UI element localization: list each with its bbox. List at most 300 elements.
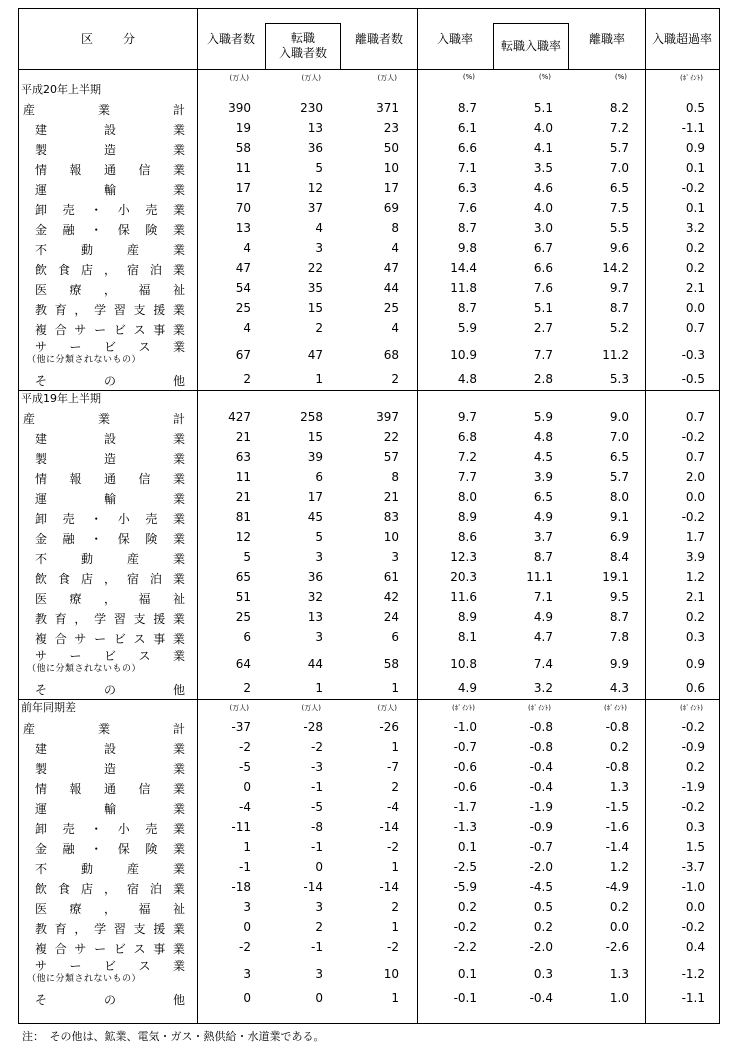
cell-value: 0.2 (685, 261, 705, 275)
cell-value: 2 (391, 372, 399, 386)
row-label: サ ー ビ ス 業 (35, 649, 185, 663)
cell-value: 4.8 (457, 372, 477, 386)
cell-value: 1.3 (609, 780, 629, 794)
cell-value: 5.1 (533, 101, 553, 115)
cell-value: 6.5 (609, 181, 629, 195)
cell-value: 5.9 (533, 410, 553, 424)
cell-value: 4 (391, 321, 399, 335)
cell-value: 3 (391, 550, 399, 564)
cell-value: 5.3 (609, 372, 629, 386)
table-row (19, 427, 719, 447)
cell-value: -4 (387, 800, 399, 814)
cell-value: 3.9 (533, 470, 553, 484)
cell-value: 0.6 (685, 681, 705, 695)
cell-value: 4.5 (533, 450, 553, 464)
row-label: 医 療 ， 福 祉 (35, 592, 185, 606)
cell-value: 9.1 (609, 510, 629, 524)
cell-value: 15 (307, 430, 323, 444)
unit-label: (%) (614, 73, 627, 81)
cell-value: 8 (391, 470, 399, 484)
row-label: 教 育 ， 学 習 支 援 業 (35, 922, 185, 936)
cell-value: 8.4 (609, 550, 629, 564)
row-label: 飲 食 店 ， 宿 泊 業 (35, 572, 185, 586)
row-label: 金 融 ・ 保 険 業 (35, 532, 185, 546)
cell-value: 22 (383, 430, 399, 444)
cell-value: -0.2 (681, 430, 705, 444)
cell-value: 0.1 (685, 201, 705, 215)
table-row (19, 467, 719, 487)
table-row (19, 877, 719, 897)
cell-value: 7.1 (533, 590, 553, 604)
cell-value: 13 (235, 221, 251, 235)
table-row (19, 527, 719, 547)
cell-value: -11 (231, 820, 251, 834)
unit-label: (万人) (301, 74, 321, 82)
row-label: 複 合 サ ー ビ ス 事 業 (35, 632, 185, 646)
cell-value: 17 (307, 490, 323, 504)
cell-value: 0.0 (609, 920, 629, 934)
cell-value: -4 (239, 800, 251, 814)
cell-value: 68 (383, 348, 399, 362)
cell-value: -2.6 (605, 940, 629, 954)
cell-value: -18 (231, 880, 251, 894)
cell-value: 19.1 (602, 570, 629, 584)
cell-value: 50 (383, 141, 399, 155)
cell-value: 64 (235, 657, 251, 671)
cell-value: 1.2 (609, 860, 629, 874)
cell-value: 0 (315, 860, 323, 874)
row-label: 医 療 ， 福 祉 (35, 902, 185, 916)
row-label: 情 報 通 信 業 (35, 782, 185, 796)
cell-value: 63 (235, 450, 251, 464)
cell-value: 6.3 (457, 181, 477, 195)
cell-value: -0.8 (529, 720, 553, 734)
cell-value: -5.9 (453, 880, 477, 894)
cell-value: -0.8 (529, 740, 553, 754)
cell-value: -2.5 (453, 860, 477, 874)
cell-value: 2.8 (533, 372, 553, 386)
statistics-table (18, 8, 720, 1024)
row-label: 教 育 ， 学 習 支 援 業 (35, 303, 185, 317)
header-box-transfer-rate (493, 23, 569, 69)
cell-value: -1.1 (681, 991, 705, 1005)
cell-value: 3.2 (685, 221, 705, 235)
table-row (19, 957, 719, 989)
cell-value: 25 (235, 610, 251, 624)
cell-value: 23 (383, 121, 399, 135)
cell-value: 8.7 (457, 101, 477, 115)
cell-value: 7.4 (533, 657, 553, 671)
cell-value: 0.7 (685, 410, 705, 424)
cell-value: 2.0 (685, 470, 705, 484)
cell-value: 21 (383, 490, 399, 504)
cell-value: 0.7 (685, 450, 705, 464)
table-row (19, 897, 719, 917)
row-label: そ の 他 (35, 683, 185, 697)
row-label: 建 設 業 (35, 432, 185, 446)
header-col-2: 転職 入職者数 (278, 31, 327, 60)
cell-value: 51 (235, 590, 251, 604)
cell-value: 11.6 (450, 590, 477, 604)
cell-value: -0.8 (605, 720, 629, 734)
cell-value: 258 (300, 410, 323, 424)
cell-value: 3 (315, 550, 323, 564)
table-row (19, 587, 719, 607)
cell-value: 0 (315, 991, 323, 1005)
cell-value: -1.0 (681, 880, 705, 894)
cell-value: 0.9 (685, 657, 705, 671)
cell-value: -0.5 (681, 372, 705, 386)
cell-value: 4 (243, 321, 251, 335)
cell-value: -2 (311, 740, 323, 754)
cell-value: 7.5 (609, 201, 629, 215)
cell-value: -0.4 (529, 780, 553, 794)
cell-value: 1 (243, 840, 251, 854)
cell-value: -0.8 (605, 760, 629, 774)
cell-value: 427 (228, 410, 251, 424)
cell-value: 5.2 (609, 321, 629, 335)
cell-value: 0.0 (685, 301, 705, 315)
cell-value: -2.0 (529, 860, 553, 874)
cell-value: 9.9 (609, 657, 629, 671)
cell-value: 5.1 (533, 301, 553, 315)
cell-value: 3.9 (685, 550, 705, 564)
table-row (19, 627, 719, 647)
cell-value: 4.1 (533, 141, 553, 155)
header-box-transfer (265, 23, 341, 69)
cell-value: 9.6 (609, 241, 629, 255)
cell-value: 1 (391, 920, 399, 934)
cell-value: 6.6 (533, 261, 553, 275)
cell-value: 12.3 (450, 550, 477, 564)
section-divider (19, 390, 719, 391)
cell-value: 25 (383, 301, 399, 315)
cell-value: 24 (383, 610, 399, 624)
cell-value: 390 (228, 101, 251, 115)
cell-value: 7.7 (457, 470, 477, 484)
cell-value: 0.1 (685, 161, 705, 175)
cell-value: 21 (235, 490, 251, 504)
unit-row-diff (19, 701, 719, 715)
cell-value: 6.5 (533, 490, 553, 504)
row-label: 飲 食 店 ， 宿 泊 業 (35, 263, 185, 277)
cell-value: 0.0 (685, 490, 705, 504)
cell-value: 11.2 (602, 348, 629, 362)
cell-value: 14.4 (450, 261, 477, 275)
row-sublabel: （他に分類されないもの） (27, 974, 142, 984)
cell-value: -0.2 (681, 720, 705, 734)
table-row (19, 678, 719, 698)
row-label: 金 融 ・ 保 険 業 (35, 842, 185, 856)
cell-value: -14 (303, 880, 323, 894)
unit-label: (ﾎﾟｲﾝﾄ) (680, 74, 703, 82)
section-divider (19, 699, 719, 700)
cell-value: 5 (315, 161, 323, 175)
cell-value: -26 (379, 720, 399, 734)
table-row (19, 298, 719, 318)
cell-value: 0.3 (533, 967, 553, 981)
unit-label: (%) (538, 73, 551, 81)
row-label: 建 設 業 (35, 123, 185, 137)
cell-value: 371 (376, 101, 399, 115)
cell-value: 0.0 (685, 900, 705, 914)
cell-value: 4.7 (533, 630, 553, 644)
cell-value: 8.1 (457, 630, 477, 644)
cell-value: -1.2 (681, 967, 705, 981)
cell-value: 0.2 (685, 241, 705, 255)
cell-value: 10.8 (450, 657, 477, 671)
cell-value: 3.2 (533, 681, 553, 695)
cell-value: -0.1 (453, 991, 477, 1005)
cell-value: 9.0 (609, 410, 629, 424)
row-label: 不 動 産 業 (35, 862, 185, 876)
table-row (19, 817, 719, 837)
table-row (19, 988, 719, 1008)
cell-value: 3.0 (533, 221, 553, 235)
cell-value: 3 (243, 900, 251, 914)
cell-value: 5 (243, 550, 251, 564)
cell-value: 8.7 (609, 301, 629, 315)
cell-value: -2 (239, 940, 251, 954)
unit-label: (万人) (229, 74, 249, 82)
header-col-1: 入職者数 (206, 31, 255, 46)
table-row (19, 777, 719, 797)
table-row (19, 647, 719, 679)
cell-value: -1 (239, 860, 251, 874)
table-row (19, 258, 719, 278)
cell-value: 12 (235, 530, 251, 544)
table-row (19, 917, 719, 937)
cell-value: 8.6 (457, 530, 477, 544)
cell-value: 25 (235, 301, 251, 315)
cell-value: 8.7 (609, 610, 629, 624)
cell-value: 5.7 (609, 470, 629, 484)
cell-value: 1.3 (609, 967, 629, 981)
section-title: 平成19年上半期 (21, 392, 101, 405)
cell-value: 8.9 (457, 510, 477, 524)
cell-value: 57 (383, 450, 399, 464)
cell-value: -1.9 (681, 780, 705, 794)
cell-value: 10 (383, 530, 399, 544)
header-col-5: 転職入職率 (500, 38, 561, 53)
unit-label: (ﾎﾟｲﾝﾄ) (680, 704, 703, 712)
cell-value: 7.2 (609, 121, 629, 135)
cell-value: -0.2 (681, 510, 705, 524)
cell-value: 397 (376, 410, 399, 424)
cell-value: -1 (311, 780, 323, 794)
cell-value: 37 (307, 201, 323, 215)
row-label: 建 設 業 (35, 742, 185, 756)
cell-value: -2.0 (529, 940, 553, 954)
cell-value: 10.9 (450, 348, 477, 362)
cell-value: 45 (307, 510, 323, 524)
cell-value: 1.5 (685, 840, 705, 854)
cell-value: 1 (391, 681, 399, 695)
cell-value: 44 (383, 281, 399, 295)
cell-value: -0.9 (529, 820, 553, 834)
cell-value: 39 (307, 450, 323, 464)
row-label: 複 合 サ ー ビ ス 事 業 (35, 323, 185, 337)
cell-value: -0.2 (681, 181, 705, 195)
cell-value: 2 (315, 920, 323, 934)
cell-value: 36 (307, 141, 323, 155)
table-row (19, 338, 719, 370)
cell-value: -2 (239, 740, 251, 754)
unit-label: (%) (462, 73, 475, 81)
cell-value: 2.1 (685, 590, 705, 604)
cell-value: 5.5 (609, 221, 629, 235)
header-category: 区分 (80, 31, 165, 46)
row-label: 産 業 計 (23, 722, 185, 736)
table-row (19, 837, 719, 857)
cell-value: -1 (311, 840, 323, 854)
cell-value: -0.4 (529, 991, 553, 1005)
cell-value: -1.0 (453, 720, 477, 734)
cell-value: 7.0 (609, 430, 629, 444)
table-row (19, 198, 719, 218)
cell-value: 11.1 (526, 570, 553, 584)
cell-value: 1 (391, 991, 399, 1005)
unit-label: (万人) (229, 704, 249, 712)
cell-value: -1.4 (605, 840, 629, 854)
cell-value: 0.4 (685, 940, 705, 954)
cell-value: -0.3 (681, 348, 705, 362)
table-row (19, 407, 719, 427)
cell-value: 0.9 (685, 141, 705, 155)
table-row (19, 118, 719, 138)
cell-value: 83 (383, 510, 399, 524)
cell-value: 0.2 (609, 740, 629, 754)
table-row (19, 797, 719, 817)
cell-value: 11 (235, 470, 251, 484)
cell-value: -0.4 (529, 760, 553, 774)
cell-value: -3 (311, 760, 323, 774)
row-label: 卸 売 ・ 小 売 業 (35, 512, 185, 526)
unit-label: (万人) (301, 704, 321, 712)
cell-value: 7.6 (533, 281, 553, 295)
row-label: 運 輸 業 (35, 802, 185, 816)
cell-value: 58 (235, 141, 251, 155)
row-label: そ の 他 (35, 993, 185, 1007)
unit-label: (ﾎﾟｲﾝﾄ) (604, 704, 627, 712)
cell-value: 6.8 (457, 430, 477, 444)
cell-value: 1 (315, 681, 323, 695)
cell-value: -1.9 (529, 800, 553, 814)
cell-value: 10 (383, 161, 399, 175)
cell-value: 0.3 (685, 630, 705, 644)
cell-value: 0 (243, 920, 251, 934)
cell-value: 8 (391, 221, 399, 235)
cell-value: 2 (391, 780, 399, 794)
cell-value: 4.6 (533, 181, 553, 195)
cell-value: 10 (383, 967, 399, 981)
cell-value: 1 (391, 740, 399, 754)
row-label: そ の 他 (35, 374, 185, 388)
cell-value: -5 (311, 800, 323, 814)
row-label: 複 合 サ ー ビ ス 事 業 (35, 942, 185, 956)
header-col-3: 離職者数 (354, 31, 403, 46)
cell-value: -0.2 (681, 920, 705, 934)
section-title: 平成20年上半期 (21, 83, 101, 96)
cell-value: 1.2 (685, 570, 705, 584)
cell-value: 230 (300, 101, 323, 115)
table-row (19, 178, 719, 198)
cell-value: 0.3 (685, 820, 705, 834)
header-col-7: 入職超過率 (651, 31, 712, 46)
cell-value: 4 (315, 221, 323, 235)
cell-value: -8 (311, 820, 323, 834)
cell-value: 8.7 (533, 550, 553, 564)
cell-value: 47 (235, 261, 251, 275)
cell-value: 4 (391, 241, 399, 255)
cell-value: 13 (307, 121, 323, 135)
cell-value: -14 (379, 880, 399, 894)
cell-value: 12 (307, 181, 323, 195)
footnote: 注： その他は、鉱業、電気・ガス・熱供給・水道業である。 (22, 1030, 325, 1043)
cell-value: 36 (307, 570, 323, 584)
cell-value: 65 (235, 570, 251, 584)
row-label: 金 融 ・ 保 険 業 (35, 223, 185, 237)
cell-value: 3.5 (533, 161, 553, 175)
cell-value: -37 (231, 720, 251, 734)
cell-value: 81 (235, 510, 251, 524)
section-title: 前年同期差 (21, 701, 76, 714)
cell-value: 0.2 (685, 610, 705, 624)
cell-value: 4.9 (457, 681, 477, 695)
cell-value: 0 (243, 991, 251, 1005)
cell-value: 0.1 (457, 967, 477, 981)
cell-value: 17 (383, 181, 399, 195)
cell-value: 15 (307, 301, 323, 315)
cell-value: 54 (235, 281, 251, 295)
table-row (19, 158, 719, 178)
cell-value: 6.6 (457, 141, 477, 155)
table-row (19, 737, 719, 757)
cell-value: 20.3 (450, 570, 477, 584)
row-label: 運 輸 業 (35, 183, 185, 197)
table-row (19, 98, 719, 118)
header-col-6: 離職率 (588, 31, 625, 46)
cell-value: 8.7 (457, 221, 477, 235)
cell-value: 67 (235, 348, 251, 362)
cell-value: -0.7 (453, 740, 477, 754)
cell-value: 0.2 (533, 920, 553, 934)
row-sublabel: （他に分類されないもの） (27, 664, 142, 674)
cell-value: 1 (315, 372, 323, 386)
cell-value: -2 (387, 940, 399, 954)
cell-value: 4.8 (533, 430, 553, 444)
row-label: サ ー ビ ス 業 (35, 959, 185, 973)
cell-value: 6.9 (609, 530, 629, 544)
table-row (19, 857, 719, 877)
cell-value: 7.8 (609, 630, 629, 644)
table-row (19, 547, 719, 567)
cell-value: 0.2 (685, 760, 705, 774)
cell-value: 47 (383, 261, 399, 275)
table-row (19, 567, 719, 587)
row-label: 不 動 産 業 (35, 552, 185, 566)
cell-value: 9.7 (457, 410, 477, 424)
row-label: 不 動 産 業 (35, 243, 185, 257)
row-label: 飲 食 店 ， 宿 泊 業 (35, 882, 185, 896)
cell-value: 4.0 (533, 121, 553, 135)
cell-value: -4.9 (605, 880, 629, 894)
cell-value: 42 (383, 590, 399, 604)
table-row (19, 238, 719, 258)
table-row (19, 138, 719, 158)
cell-value: 32 (307, 590, 323, 604)
row-label: 運 輸 業 (35, 492, 185, 506)
